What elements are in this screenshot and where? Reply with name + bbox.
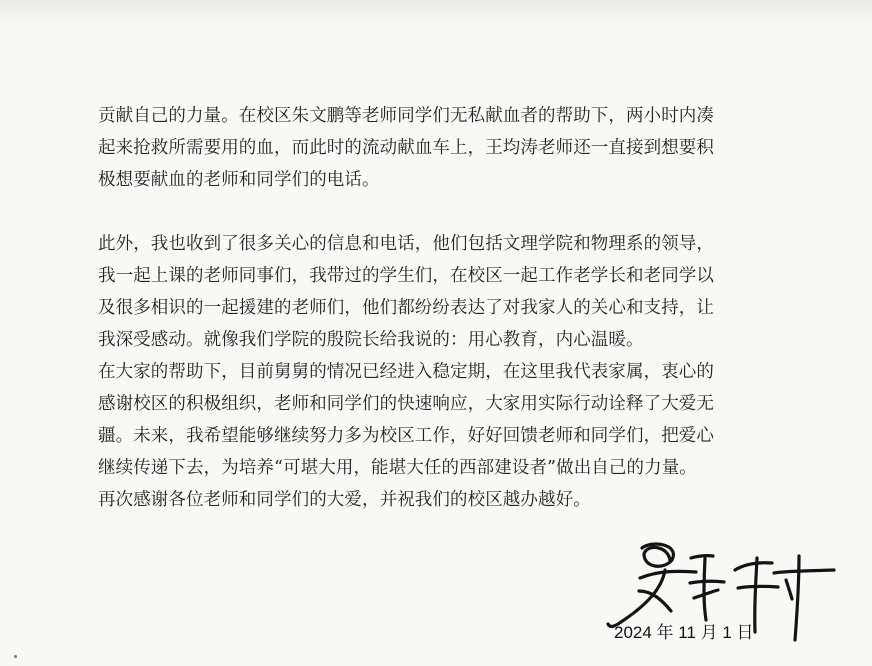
scan-shadow-edge xyxy=(0,0,872,26)
letter-date: 2024 年 11 月 1 日 xyxy=(614,623,754,642)
letter-paragraph-3: 在大家的帮助下，目前舅舅的情况已经进入稳定期，在这里我代表家属，衷心的 感谢校区的积极组织，老师和同学们的快速响应，大家用实际行动诠释了大爱无 疆。未来，我希望能够继续努力多为校区工作，好好回馈老师和同学们，把爱心 继续传递下去，为培养“可堪大用，能堪大任的西部建设者”做出自己的力量。 再次感谢各位老师和同学们的大爱，并祝我们的校区越办越好。 xyxy=(98,362,714,510)
letter-paragraph-1: 贡献自己的力量。在校区朱文鹏等老师同学们无私献血者的帮助下，两小时内凑 起来抢救所需要用的血，而此时的流动献血车上，王均涛老师还一直接到想要积 极想要献血的老师和同学们的电话。 xyxy=(98,106,714,190)
letter-paragraph-2: 此外，我也收到了很多关心的信息和电话，他们包括文理学院和物理系的领导， 我一起上课的老师同事们，我带过的学生们，在校区一起工作老学长和老同学以 及很多相识的一起援建的老师们，他们都纷纷表达了对我家人的关心和支持，让 我深受感动。就像我们学院的殷院长给我说的：用心教育，内心温暖。 xyxy=(98,234,714,350)
scan-dust-dot xyxy=(14,655,17,658)
